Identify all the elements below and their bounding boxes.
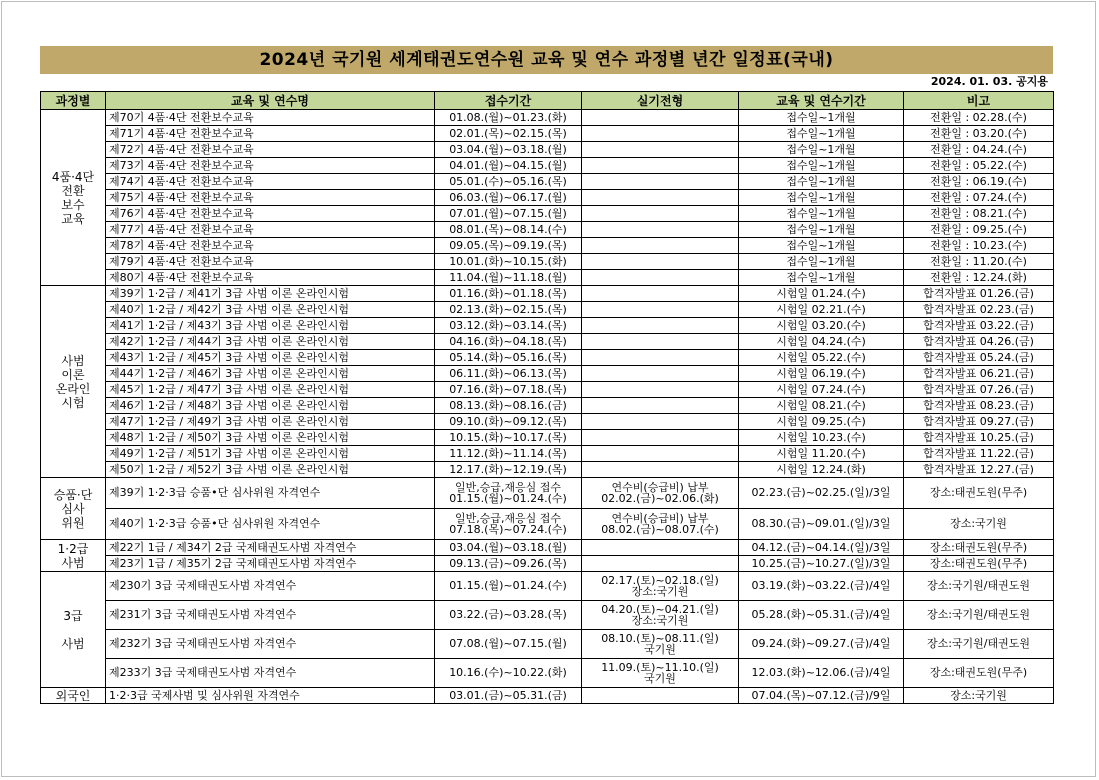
reception-period-cell: 01.08.(월)~01.23.(화)	[435, 110, 582, 126]
remarks-cell: 장소:태권도원(무주)	[904, 556, 1054, 572]
practical-test-cell	[582, 556, 739, 572]
remarks-cell: 전환일 : 02.28.(수)	[904, 110, 1054, 126]
table-row	[41, 254, 1054, 270]
remarks-cell: 합격자발표 05.24.(금)	[904, 350, 1054, 366]
course-name-cell: 제230기 3급 국제태권도사범 자격연수	[106, 572, 435, 601]
training-period-cell: 12.03.(화)~12.06.(금)/4일	[739, 659, 904, 688]
remarks-cell: 합격자발표 02.23.(금)	[904, 302, 1054, 318]
header-remarks: 비고	[904, 92, 1054, 110]
table-row	[41, 222, 1054, 238]
table-row	[41, 174, 1054, 190]
practical-test-cell	[582, 318, 739, 334]
table-row	[41, 334, 1054, 350]
practical-test-cell: 연수비(승급비) 납부 02.02.(금)~02.06.(화)	[582, 478, 739, 509]
practical-test-cell	[582, 350, 739, 366]
category-cell: 1·2급 사범	[41, 540, 106, 572]
course-name-cell: 제22기 1급 / 제34기 2급 국제태권도사범 자격연수	[106, 540, 435, 556]
table-row	[41, 286, 1054, 302]
remarks-cell: 합격자발표 03.22.(금)	[904, 318, 1054, 334]
reception-period-cell: 12.17.(화)~12.19.(목)	[435, 462, 582, 478]
training-period-cell: 시험일 10.23.(수)	[739, 430, 904, 446]
reception-period-cell: 03.22.(금)~03.28.(목)	[435, 601, 582, 630]
remarks-cell: 전환일 : 12.24.(화)	[904, 270, 1054, 286]
reception-period-cell: 11.12.(화)~11.14.(목)	[435, 446, 582, 462]
remarks-cell: 전환일 : 04.24.(수)	[904, 142, 1054, 158]
reception-period-cell: 06.03.(월)~06.17.(월)	[435, 190, 582, 206]
practical-test-cell	[582, 382, 739, 398]
practical-test-cell	[582, 254, 739, 270]
practical-test-cell	[582, 238, 739, 254]
practical-test-cell: 02.17.(토)~02.18.(일) 장소:국기원	[582, 572, 739, 601]
reception-period-cell: 06.11.(화)~06.13.(목)	[435, 366, 582, 382]
table-row	[41, 446, 1054, 462]
table-row	[41, 190, 1054, 206]
table-row	[41, 556, 1054, 572]
course-name-cell: 제42기 1·2급 / 제44기 3급 사범 이론 온라인시험	[106, 334, 435, 350]
training-period-cell: 접수일~1개월	[739, 190, 904, 206]
course-name-cell: 제79기 4품·4단 전환보수교육	[106, 254, 435, 270]
reception-period-cell: 05.14.(화)~05.16.(목)	[435, 350, 582, 366]
reception-period-cell: 10.15.(화)~10.17.(목)	[435, 430, 582, 446]
reception-period-cell: 08.01.(목)~08.14.(수)	[435, 222, 582, 238]
reception-period-cell: 03.12.(화)~03.14.(목)	[435, 318, 582, 334]
table-row	[41, 430, 1054, 446]
table-row	[41, 302, 1054, 318]
training-period-cell: 08.30.(금)~09.01.(일)/3일	[739, 509, 904, 540]
reception-period-cell: 02.01.(목)~02.15.(목)	[435, 126, 582, 142]
table-row	[41, 478, 1054, 509]
table-row	[41, 126, 1054, 142]
course-name-cell: 제70기 4품·4단 전환보수교육	[106, 110, 435, 126]
practical-test-cell	[582, 286, 739, 302]
remarks-cell: 장소:태권도원(무주)	[904, 540, 1054, 556]
practical-test-cell: 08.10.(토)~08.11.(일) 국기원	[582, 630, 739, 659]
practical-test-cell	[582, 142, 739, 158]
table-row	[41, 382, 1054, 398]
practical-test-cell	[582, 206, 739, 222]
table-row	[41, 572, 1054, 601]
course-name-cell: 제80기 4품·4단 전환보수교육	[106, 270, 435, 286]
remarks-cell: 합격자발표 09.27.(금)	[904, 414, 1054, 430]
practical-test-cell	[582, 110, 739, 126]
table-row	[41, 270, 1054, 286]
schedule-table	[40, 91, 1054, 704]
training-period-cell: 시험일 07.24.(수)	[739, 382, 904, 398]
document-title: 2024년 국기원 세계태권도연수원 교육 및 연수 과정별 년간 일정표(국내)	[40, 46, 1053, 74]
training-period-cell: 시험일 02.21.(수)	[739, 302, 904, 318]
remarks-cell: 장소:국기원/태권도원	[904, 601, 1054, 630]
remarks-cell: 합격자발표 01.26.(금)	[904, 286, 1054, 302]
table-row	[41, 398, 1054, 414]
table-row	[41, 238, 1054, 254]
practical-test-cell: 04.20.(토)~04.21.(일) 장소:국기원	[582, 601, 739, 630]
course-name-cell: 제232기 3급 국제태권도사범 자격연수	[106, 630, 435, 659]
course-name-cell: 제44기 1·2급 / 제46기 3급 사범 이론 온라인시험	[106, 366, 435, 382]
reception-period-cell: 09.10.(화)~09.12.(목)	[435, 414, 582, 430]
training-period-cell: 접수일~1개월	[739, 238, 904, 254]
practical-test-cell	[582, 414, 739, 430]
practical-test-cell	[582, 270, 739, 286]
table-row	[41, 318, 1054, 334]
category-cell: 승품·단 심사 위원	[41, 478, 106, 540]
remarks-cell: 전환일 : 10.23.(수)	[904, 238, 1054, 254]
training-period-cell: 접수일~1개월	[739, 158, 904, 174]
training-period-cell: 접수일~1개월	[739, 174, 904, 190]
reception-period-cell: 05.01.(수)~05.16.(목)	[435, 174, 582, 190]
reception-period-cell: 07.16.(화)~07.18.(목)	[435, 382, 582, 398]
training-period-cell: 시험일 05.22.(수)	[739, 350, 904, 366]
course-name-cell: 제71기 4품·4단 전환보수교육	[106, 126, 435, 142]
remarks-cell: 전환일 : 07.24.(수)	[904, 190, 1054, 206]
course-name-cell: 제72기 4품·4단 전환보수교육	[106, 142, 435, 158]
reception-period-cell: 10.01.(화)~10.15.(화)	[435, 254, 582, 270]
course-name-cell: 제45기 1·2급 / 제47기 3급 사범 이론 온라인시험	[106, 382, 435, 398]
course-name-cell: 제23기 1급 / 제35기 2급 국제태권도사범 자격연수	[106, 556, 435, 572]
remarks-cell: 합격자발표 07.26.(금)	[904, 382, 1054, 398]
table-row	[41, 659, 1054, 688]
course-name-cell: 제76기 4품·4단 전환보수교육	[106, 206, 435, 222]
training-period-cell: 시험일 08.21.(수)	[739, 398, 904, 414]
reception-period-cell: 07.08.(월)~07.15.(월)	[435, 630, 582, 659]
course-name-cell: 제46기 1·2급 / 제48기 3급 사범 이론 온라인시험	[106, 398, 435, 414]
reception-period-cell: 09.05.(목)~09.19.(목)	[435, 238, 582, 254]
table-body	[41, 110, 1054, 704]
table-row	[41, 142, 1054, 158]
practical-test-cell	[582, 158, 739, 174]
practical-test-cell	[582, 302, 739, 318]
training-period-cell: 시험일 11.20.(수)	[739, 446, 904, 462]
remarks-cell: 합격자발표 06.21.(금)	[904, 366, 1054, 382]
reception-period-cell: 03.04.(월)~03.18.(월)	[435, 142, 582, 158]
notice-date: 2024. 01. 03. 공지용	[930, 75, 1048, 88]
remarks-cell: 장소:태권도원(무주)	[904, 659, 1054, 688]
practical-test-cell	[582, 462, 739, 478]
header-training-period: 교육 및 연수기간	[739, 92, 904, 110]
practical-test-cell	[582, 334, 739, 350]
training-period-cell: 10.25.(금)~10.27.(일)/3일	[739, 556, 904, 572]
practical-test-cell	[582, 366, 739, 382]
remarks-cell: 전환일 : 03.20.(수)	[904, 126, 1054, 142]
course-name-cell: 제40기 1·2급 / 제42기 3급 사범 이론 온라인시험	[106, 302, 435, 318]
course-name-cell: 제43기 1·2급 / 제45기 3급 사범 이론 온라인시험	[106, 350, 435, 366]
reception-period-cell: 03.01.(금)~05.31.(금)	[435, 688, 582, 704]
training-period-cell: 02.23.(금)~02.25.(일)/3일	[739, 478, 904, 509]
table-row	[41, 206, 1054, 222]
remarks-cell: 합격자발표 04.26.(금)	[904, 334, 1054, 350]
course-name-cell: 제40기 1·2·3급 승품•단 심사위원 자격연수	[106, 509, 435, 540]
course-name-cell: 제233기 3급 국제태권도사범 자격연수	[106, 659, 435, 688]
training-period-cell: 03.19.(화)~03.22.(금)/4일	[739, 572, 904, 601]
training-period-cell: 시험일 01.24.(수)	[739, 286, 904, 302]
course-name-cell: 제49기 1·2급 / 제51기 3급 사범 이론 온라인시험	[106, 446, 435, 462]
practical-test-cell	[582, 174, 739, 190]
practical-test-cell	[582, 540, 739, 556]
reception-period-cell: 11.04.(월)~11.18.(월)	[435, 270, 582, 286]
table-row	[41, 350, 1054, 366]
course-name-cell: 제78기 4품·4단 전환보수교육	[106, 238, 435, 254]
practical-test-cell	[582, 126, 739, 142]
category-cell: 4품·4단 전환 보수 교육	[41, 110, 106, 286]
reception-period-cell: 10.16.(수)~10.22.(화)	[435, 659, 582, 688]
training-period-cell: 시험일 12.24.(화)	[739, 462, 904, 478]
course-name-cell: 제48기 1·2급 / 제50기 3급 사범 이론 온라인시험	[106, 430, 435, 446]
header-category: 과정별	[41, 92, 106, 110]
category-cell: 외국인	[41, 688, 106, 704]
remarks-cell: 합격자발표 11.22.(금)	[904, 446, 1054, 462]
training-period-cell: 접수일~1개월	[739, 222, 904, 238]
course-name-cell: 제73기 4품·4단 전환보수교육	[106, 158, 435, 174]
training-period-cell: 접수일~1개월	[739, 110, 904, 126]
table-row	[41, 601, 1054, 630]
training-period-cell: 접수일~1개월	[739, 126, 904, 142]
practical-test-cell: 연수비(승급비) 납부 08.02.(금)~08.07.(수)	[582, 509, 739, 540]
course-name-cell: 1·2·3급 국제사범 및 심사위원 자격연수	[106, 688, 435, 704]
remarks-cell: 장소:태권도원(무주)	[904, 478, 1054, 509]
practical-test-cell: 11.09.(토)~11.10.(일) 국기원	[582, 659, 739, 688]
remarks-cell: 전환일 : 08.21.(수)	[904, 206, 1054, 222]
table-row	[41, 509, 1054, 540]
training-period-cell: 접수일~1개월	[739, 270, 904, 286]
category-cell: 사범 이론 온라인 시험	[41, 286, 106, 478]
remarks-cell: 전환일 : 05.22.(수)	[904, 158, 1054, 174]
training-period-cell: 접수일~1개월	[739, 142, 904, 158]
training-period-cell: 접수일~1개월	[739, 206, 904, 222]
reception-period-cell: 09.13.(금)~09.26.(목)	[435, 556, 582, 572]
header-course-name: 교육 및 연수명	[106, 92, 435, 110]
header-row	[41, 92, 1054, 110]
practical-test-cell	[582, 446, 739, 462]
reception-period-cell: 01.15.(월)~01.24.(수)	[435, 572, 582, 601]
remarks-cell: 장소:국기원/태권도원	[904, 630, 1054, 659]
table-row	[41, 630, 1054, 659]
course-name-cell: 제50기 1·2급 / 제52기 3급 사범 이론 온라인시험	[106, 462, 435, 478]
training-period-cell: 09.24.(화)~09.27.(금)/4일	[739, 630, 904, 659]
category-cell: 3급 사범	[41, 572, 106, 688]
training-period-cell: 접수일~1개월	[739, 254, 904, 270]
training-period-cell: 시험일 03.20.(수)	[739, 318, 904, 334]
practical-test-cell	[582, 688, 739, 704]
table-row	[41, 688, 1054, 704]
remarks-cell: 전환일 : 11.20.(수)	[904, 254, 1054, 270]
table-row	[41, 414, 1054, 430]
practical-test-cell	[582, 398, 739, 414]
table-row	[41, 158, 1054, 174]
remarks-cell: 합격자발표 10.25.(금)	[904, 430, 1054, 446]
practical-test-cell	[582, 430, 739, 446]
table-row	[41, 110, 1054, 126]
reception-period-cell: 03.04.(월)~03.18.(월)	[435, 540, 582, 556]
remarks-cell: 합격자발표 08.23.(금)	[904, 398, 1054, 414]
table-row	[41, 540, 1054, 556]
training-period-cell: 07.04.(목)~07.12.(금)/9일	[739, 688, 904, 704]
remarks-cell: 장소:국기원/태권도원	[904, 572, 1054, 601]
reception-period-cell: 01.16.(화)~01.18.(목)	[435, 286, 582, 302]
reception-period-cell: 02.13.(화)~02.15.(목)	[435, 302, 582, 318]
course-name-cell: 제47기 1·2급 / 제49기 3급 사범 이론 온라인시험	[106, 414, 435, 430]
remarks-cell: 장소:국기원	[904, 688, 1054, 704]
practical-test-cell	[582, 222, 739, 238]
reception-period-cell: 04.01.(월)~04.15.(월)	[435, 158, 582, 174]
reception-period-cell: 07.01.(월)~07.15.(월)	[435, 206, 582, 222]
remarks-cell: 전환일 : 06.19.(수)	[904, 174, 1054, 190]
remarks-cell: 합격자발표 12.27.(금)	[904, 462, 1054, 478]
course-name-cell: 제39기 1·2·3급 승품•단 심사위원 자격연수	[106, 478, 435, 509]
course-name-cell: 제74기 4품·4단 전환보수교육	[106, 174, 435, 190]
reception-period-cell: 일반,승급,재응심 접수 07.18.(목)~07.24.(수)	[435, 509, 582, 540]
reception-period-cell: 08.13.(화)~08.16.(금)	[435, 398, 582, 414]
training-period-cell: 04.12.(금)~04.14.(일)/3일	[739, 540, 904, 556]
remarks-cell: 장소:국기원	[904, 509, 1054, 540]
remarks-cell: 전환일 : 09.25.(수)	[904, 222, 1054, 238]
training-period-cell: 시험일 09.25.(수)	[739, 414, 904, 430]
table-row	[41, 366, 1054, 382]
training-period-cell: 시험일 06.19.(수)	[739, 366, 904, 382]
reception-period-cell: 04.16.(화)~04.18.(목)	[435, 334, 582, 350]
training-period-cell: 05.28.(화)~05.31.(금)/4일	[739, 601, 904, 630]
reception-period-cell: 일반,승급,재응심 접수 01.15.(월)~01.24.(수)	[435, 478, 582, 509]
course-name-cell: 제39기 1·2급 / 제41기 3급 사범 이론 온라인시험	[106, 286, 435, 302]
table-row	[41, 462, 1054, 478]
training-period-cell: 시험일 04.24.(수)	[739, 334, 904, 350]
header-reception-period: 접수기간	[435, 92, 582, 110]
header-practical-test: 실기전형	[582, 92, 739, 110]
practical-test-cell	[582, 190, 739, 206]
course-name-cell: 제231기 3급 국제태권도사범 자격연수	[106, 601, 435, 630]
course-name-cell: 제41기 1·2급 / 제43기 3급 사범 이론 온라인시험	[106, 318, 435, 334]
course-name-cell: 제75기 4품·4단 전환보수교육	[106, 190, 435, 206]
course-name-cell: 제77기 4품·4단 전환보수교육	[106, 222, 435, 238]
